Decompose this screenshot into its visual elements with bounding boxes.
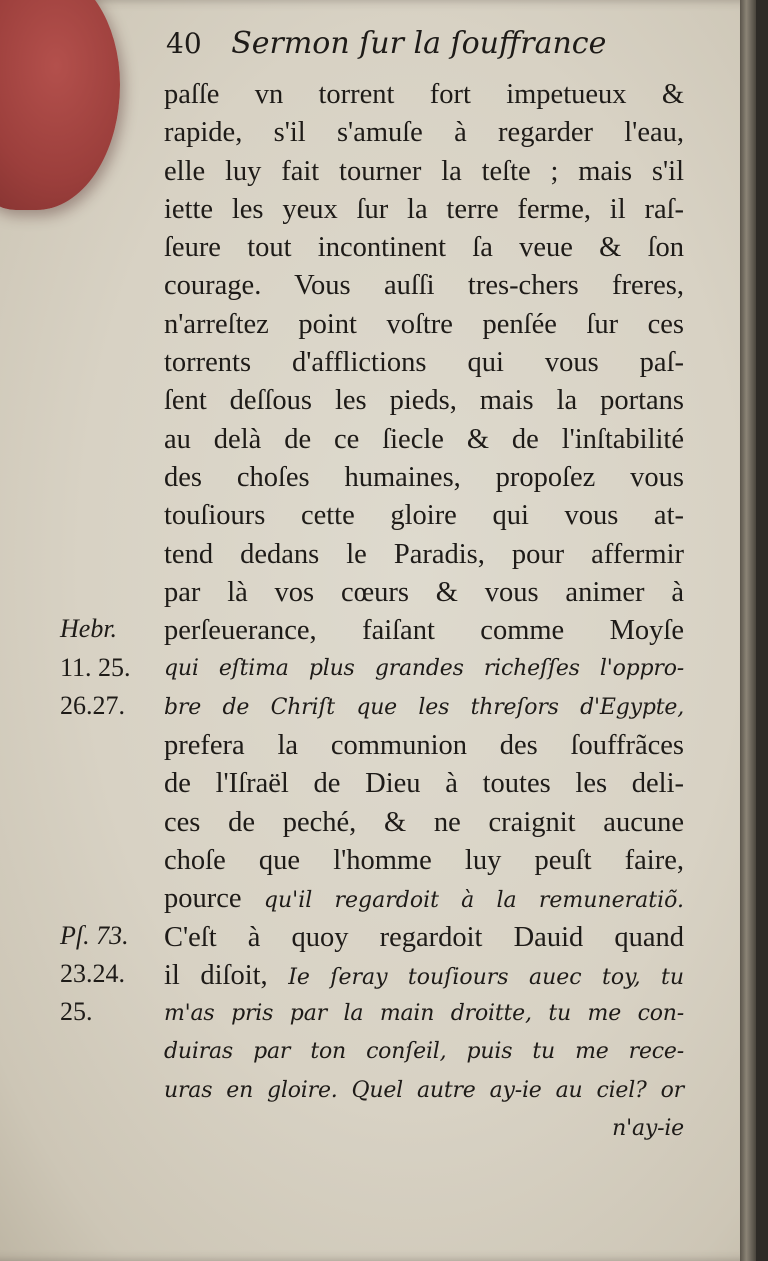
text-line-content: paſſe vn torrent fort impetueux &	[164, 79, 684, 110]
text-line	[164, 804, 684, 842]
page-header	[166, 26, 606, 61]
text-line-content: il diſoit,	[164, 959, 289, 991]
text-line-content: par là vos cœurs & vous animer à	[164, 576, 684, 608]
margin-note: 25.	[60, 997, 93, 1027]
text-line-content: elle luy fait tourner la teſte ; mais s'il	[164, 155, 684, 187]
margin-note: Hebr.	[60, 614, 118, 644]
text-line	[164, 574, 684, 612]
text-line	[164, 344, 684, 382]
text-line-content: ſeure tout incontinent ſa veue & ſon	[164, 232, 684, 264]
text-line-content: rapide, s'il s'amuſe à regarder l'eau,	[164, 117, 684, 149]
text-line	[164, 267, 684, 305]
margin-note: 26.27.	[60, 690, 125, 720]
text-line-content: prefera la communion des ſouffrãces	[164, 730, 684, 762]
text-line	[164, 1072, 684, 1110]
text-line-content: au delà de ce ſiecle & de l'inſtabilité	[164, 423, 684, 455]
text-line-content: ſent deſſous les pieds, mais la portans	[164, 385, 684, 417]
running-title: Sermon ſur la ſouffrance	[231, 26, 607, 61]
text-line	[164, 191, 684, 229]
text-line-italic-tail: Ie ſeray touſiours auec toy, tu	[288, 964, 684, 990]
text-line	[164, 880, 684, 918]
text-line	[164, 229, 684, 267]
text-line	[164, 919, 684, 957]
page-number: 40	[166, 27, 202, 60]
text-line	[164, 421, 684, 459]
text-line	[164, 306, 684, 344]
text-line-content: m'as pris par la main droitte, tu me con-	[164, 1001, 684, 1027]
text-line-content: ces de peché, & ne craignit aucune	[164, 806, 684, 838]
text-line-content: des choſes humaines, propoſez vous	[164, 461, 684, 493]
text-line	[164, 459, 684, 497]
text-line	[164, 1033, 684, 1071]
text-line	[164, 689, 684, 727]
text-line	[164, 1110, 684, 1148]
text-line-content: bre de Chriſt que les threſors d'Egypte,	[164, 694, 684, 720]
text-line	[164, 842, 684, 880]
text-line-content: courage. Vous auſſi tres-chers freres,	[164, 270, 684, 302]
text-line-content: C'eſt à quoy regardoit Dauid quand	[164, 921, 684, 953]
text-line-content: n'ay-ie	[612, 1116, 684, 1142]
text-line	[164, 995, 684, 1033]
text-line-content: iette les yeux ſur la terre ferme, il raſ-	[164, 193, 684, 225]
text-line-content: torrents d'afflictions qui vous paſ-	[164, 347, 684, 379]
text-line	[164, 650, 684, 688]
text-line	[164, 727, 684, 765]
text-line-content: qui eſtima plus grandes richeſſes l'oppro-	[164, 656, 684, 682]
text-line-italic-tail: qu'il regardoit à la remuneratiõ.	[263, 888, 685, 914]
text-line	[164, 612, 684, 650]
text-line	[164, 114, 684, 152]
text-line-content: uras en gloire. Quel autre ay-ie au ciel? or	[164, 1077, 684, 1103]
text-line-content: choſe que l'homme luy peuſt faire,	[164, 844, 684, 876]
margin-note: Pſ. 73.	[60, 920, 129, 950]
body-text	[164, 76, 684, 1148]
text-line	[164, 153, 684, 191]
text-line-content: duiras par ton conſeil, puis tu me rece-	[164, 1039, 684, 1065]
text-line	[164, 765, 684, 803]
text-line-content: tend dedans le Paradis, pour affermir	[164, 538, 684, 570]
text-line	[164, 497, 684, 535]
text-line	[164, 957, 684, 995]
text-line-content: perſeuerance, faiſant comme Moyſe	[164, 615, 684, 647]
text-line-content: n'arreſtez point voſtre penſée ſur ces	[164, 308, 684, 340]
page-edge	[740, 0, 756, 1261]
text-line	[164, 76, 684, 114]
text-line-content: de l'Iſraël de Dieu à toutes les deli-	[164, 768, 684, 800]
margin-note: 11. 25.	[60, 652, 131, 682]
text-line	[164, 536, 684, 574]
margin-note: 23.24.	[60, 958, 125, 988]
text-line-content: touſiours cette gloire qui vous at-	[164, 500, 684, 532]
text-line-content: pource	[164, 883, 264, 915]
text-line	[164, 382, 684, 420]
